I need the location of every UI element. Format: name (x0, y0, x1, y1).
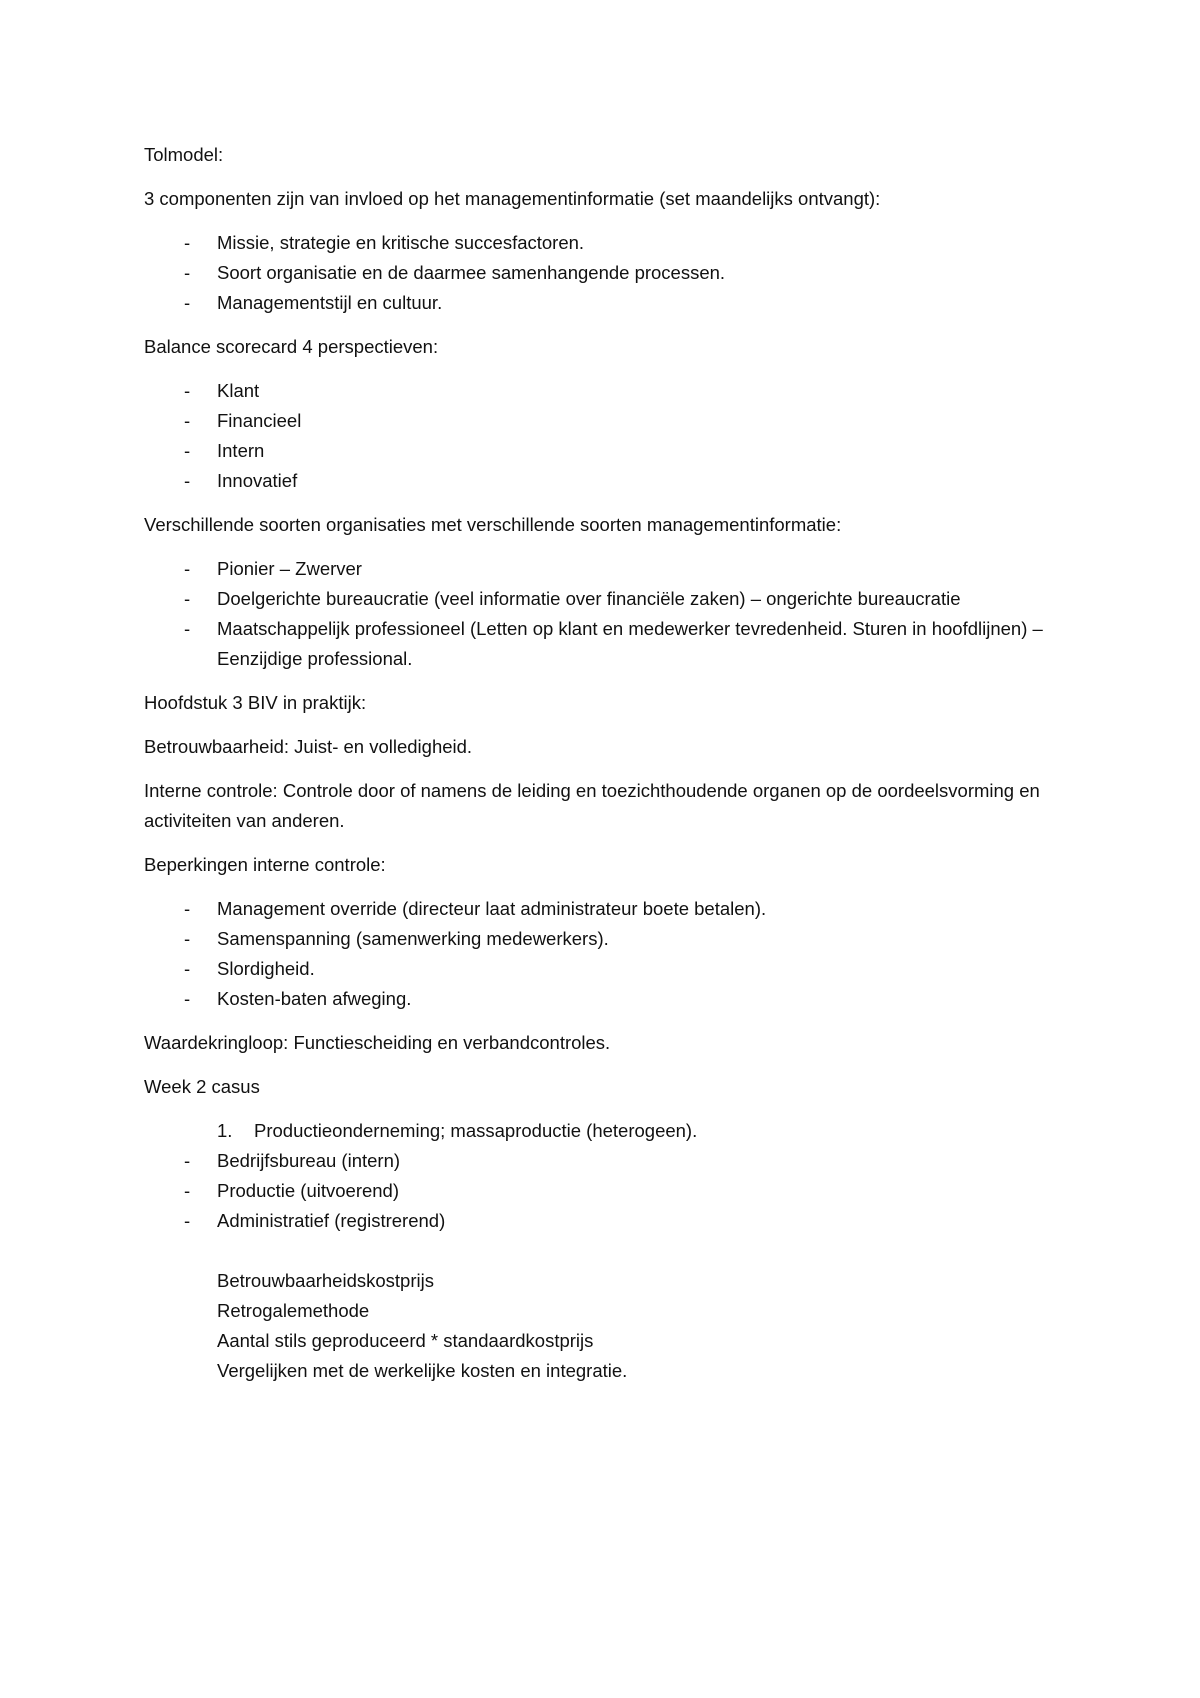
bullet-dash: - (184, 988, 191, 1009)
list-item: - Innovatief (144, 466, 1074, 496)
bullet-dash: - (184, 232, 191, 253)
item-number: 1. (217, 1120, 233, 1141)
bullet-dash: - (184, 958, 191, 979)
list-item: - Maatschappelijk professioneel (Letten op klant en medewerker tevredenheid. Sturen in hoofdlijnen) – Eenzijdige professional. (144, 614, 1074, 674)
indented-line: Betrouwbaarheidskostprijs (217, 1270, 434, 1291)
heading-week-2-casus: Week 2 casus (144, 1076, 260, 1097)
list-item: - Soort organisatie en de daarmee samenhangende processen. (144, 258, 1074, 288)
heading-beperkingen: Beperkingen interne controle: (144, 854, 386, 875)
bullet-dash: - (184, 262, 191, 283)
bullet-dash: - (184, 928, 191, 949)
list-item: - Samenspanning (samenwerking medewerkers). (144, 924, 1074, 954)
bullet-dash: - (184, 410, 191, 431)
indented-line: Retrogalemethode (217, 1300, 370, 1321)
list-item: - Pionier – Zwerver (144, 554, 1074, 584)
bullet-dash: - (184, 440, 191, 461)
waardekringloop-line: Waardekringloop: Functiescheiding en verbandcontroles. (144, 1032, 611, 1053)
list-item: - Managementstijl en cultuur. (144, 288, 1074, 318)
beperkingen-list (144, 894, 1074, 1014)
document-page (144, 140, 1074, 1400)
bullet-dash: - (184, 380, 191, 401)
list-item: - Klant (144, 376, 1074, 406)
bullet-dash: - (184, 1210, 191, 1231)
indented-line: Vergelijken met de werkelijke kosten en integratie. (217, 1360, 628, 1381)
bullet-dash: - (184, 588, 191, 609)
week-list (144, 1116, 1074, 1386)
tolmodel-intro: 3 componenten zijn van invloed op het managementinformatie (set maandelijks ontvangt): (144, 188, 881, 209)
tolmodel-list (144, 228, 1074, 318)
list-item: - Slordigheid. (144, 954, 1074, 984)
list-item: - Bedrijfsbureau (intern) (144, 1146, 1074, 1176)
list-item: - Productie (uitvoerend) (144, 1176, 1074, 1206)
bullet-dash: - (184, 618, 191, 639)
list-item: - Management override (directeur laat administrateur boete betalen). (144, 894, 1074, 924)
bsc-list (144, 376, 1074, 496)
orgs-list (144, 554, 1074, 674)
heading-tolmodel: Tolmodel: (144, 144, 224, 165)
bullet-dash: - (184, 558, 191, 579)
list-item: - Kosten-baten afweging. (144, 984, 1074, 1014)
blank-line (144, 1236, 1074, 1266)
list-item: - Financieel (144, 406, 1074, 436)
indented-line: Aantal stils geproduceerd * standaardkostprijs (217, 1330, 594, 1351)
bullet-dash: - (184, 898, 191, 919)
list-item: - Missie, strategie en kritische succesfactoren. (144, 228, 1074, 258)
bullet-dash: - (184, 470, 191, 491)
heading-organisaties: Verschillende soorten organisaties met verschillende soorten managementinformatie: (144, 514, 842, 535)
interne-controle-paragraph: Interne controle: Controle door of namens de leiding en toezichthoudende organen op de oordeelsvorming en activiteiten van anderen. (144, 780, 1040, 831)
list-item: - Administratief (registrerend) (144, 1206, 1074, 1236)
list-item: - Doelgerichte bureaucratie (veel informatie over financiële zaken) – ongerichte bureaucratie (144, 584, 1074, 614)
bullet-dash: - (184, 292, 191, 313)
heading-hoofdstuk-3: Hoofdstuk 3 BIV in praktijk: (144, 692, 367, 713)
bullet-dash: - (184, 1150, 191, 1171)
numbered-item: 1. Productieonderneming; massaproductie (heterogeen). (144, 1116, 1074, 1146)
list-item: - Intern (144, 436, 1074, 466)
betrouwbaarheid-line: Betrouwbaarheid: Juist- en volledigheid. (144, 736, 473, 757)
bullet-dash: - (184, 1180, 191, 1201)
heading-balance-scorecard: Balance scorecard 4 perspectieven: (144, 336, 439, 357)
